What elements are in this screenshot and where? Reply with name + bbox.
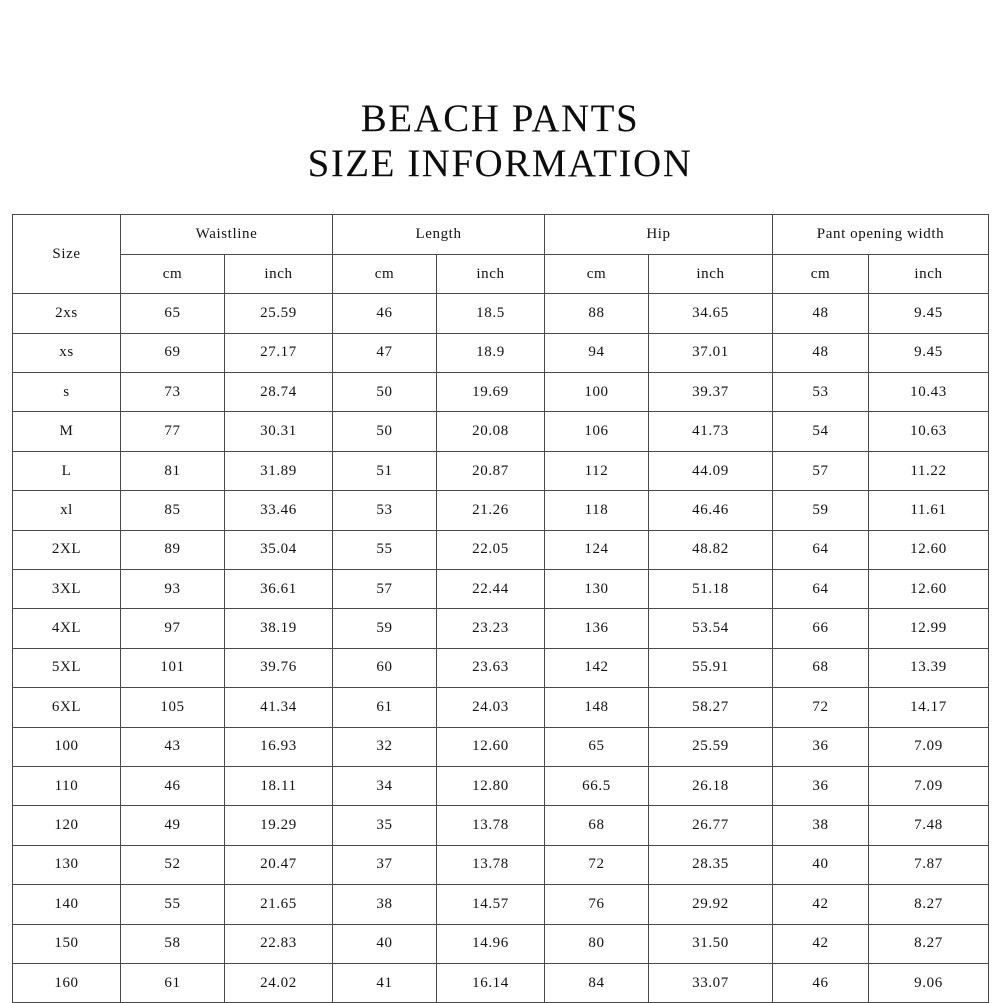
header-length: Length xyxy=(333,215,545,254)
row-cell: 68 xyxy=(545,806,649,845)
row-size-label: xl xyxy=(13,491,121,530)
table-group-header-row xyxy=(13,215,989,254)
table-row xyxy=(13,648,989,687)
row-size-label: 110 xyxy=(13,766,121,805)
row-cell: 9.45 xyxy=(869,294,989,333)
row-cell: 100 xyxy=(545,373,649,412)
row-cell: 58 xyxy=(121,924,225,963)
row-cell: 64 xyxy=(773,530,869,569)
header-hip-inch: inch xyxy=(649,254,773,293)
row-size-label: M xyxy=(13,412,121,451)
row-cell: 53 xyxy=(333,491,437,530)
row-cell: 57 xyxy=(333,569,437,608)
row-cell: 34.65 xyxy=(649,294,773,333)
row-cell: 37.01 xyxy=(649,333,773,372)
table-body xyxy=(13,294,989,1003)
row-cell: 29.92 xyxy=(649,885,773,924)
row-cell: 97 xyxy=(121,609,225,648)
row-cell: 46 xyxy=(121,766,225,805)
row-cell: 14.96 xyxy=(437,924,545,963)
size-table-container xyxy=(0,214,1000,1003)
row-cell: 9.45 xyxy=(869,333,989,372)
table-row xyxy=(13,963,989,1002)
row-size-label: 4XL xyxy=(13,609,121,648)
row-cell: 39.76 xyxy=(225,648,333,687)
header-hip-cm: cm xyxy=(545,254,649,293)
row-cell: 30.31 xyxy=(225,412,333,451)
row-cell: 18.9 xyxy=(437,333,545,372)
row-cell: 61 xyxy=(121,963,225,1002)
row-cell: 51 xyxy=(333,451,437,490)
row-cell: 13.78 xyxy=(437,806,545,845)
row-cell: 89 xyxy=(121,530,225,569)
row-cell: 40 xyxy=(333,924,437,963)
header-waistline-cm: cm xyxy=(121,254,225,293)
row-cell: 35.04 xyxy=(225,530,333,569)
row-cell: 42 xyxy=(773,885,869,924)
row-cell: 26.18 xyxy=(649,766,773,805)
title-line-2: SIZE INFORMATION xyxy=(307,142,693,186)
row-cell: 13.78 xyxy=(437,845,545,884)
row-cell: 38.19 xyxy=(225,609,333,648)
row-cell: 35 xyxy=(333,806,437,845)
row-cell: 77 xyxy=(121,412,225,451)
row-cell: 148 xyxy=(545,688,649,727)
row-cell: 8.27 xyxy=(869,885,989,924)
row-cell: 21.65 xyxy=(225,885,333,924)
row-size-label: 130 xyxy=(13,845,121,884)
table-row xyxy=(13,688,989,727)
row-size-label: s xyxy=(13,373,121,412)
row-cell: 50 xyxy=(333,412,437,451)
row-cell: 130 xyxy=(545,569,649,608)
row-cell: 11.22 xyxy=(869,451,989,490)
header-pant-opening-cm: cm xyxy=(773,254,869,293)
row-cell: 37 xyxy=(333,845,437,884)
row-cell: 18.5 xyxy=(437,294,545,333)
row-size-label: L xyxy=(13,451,121,490)
row-cell: 28.74 xyxy=(225,373,333,412)
row-cell: 32 xyxy=(333,727,437,766)
row-cell: 46.46 xyxy=(649,491,773,530)
row-size-label: 3XL xyxy=(13,569,121,608)
row-cell: 23.23 xyxy=(437,609,545,648)
row-size-label: 6XL xyxy=(13,688,121,727)
row-cell: 40 xyxy=(773,845,869,884)
row-cell: 52 xyxy=(121,845,225,884)
row-cell: 64 xyxy=(773,569,869,608)
row-cell: 65 xyxy=(121,294,225,333)
table-row xyxy=(13,373,989,412)
table-row xyxy=(13,845,989,884)
row-cell: 12.99 xyxy=(869,609,989,648)
row-cell: 41 xyxy=(333,963,437,1002)
row-cell: 101 xyxy=(121,648,225,687)
row-cell: 39.37 xyxy=(649,373,773,412)
row-cell: 66.5 xyxy=(545,766,649,805)
table-row xyxy=(13,609,989,648)
row-cell: 20.08 xyxy=(437,412,545,451)
row-cell: 41.73 xyxy=(649,412,773,451)
table-row xyxy=(13,727,989,766)
row-cell: 50 xyxy=(333,373,437,412)
row-cell: 31.89 xyxy=(225,451,333,490)
row-cell: 22.83 xyxy=(225,924,333,963)
row-cell: 12.60 xyxy=(437,727,545,766)
table-row xyxy=(13,885,989,924)
header-size: Size xyxy=(13,215,121,294)
row-cell: 10.43 xyxy=(869,373,989,412)
title-line-1: BEACH PANTS xyxy=(360,97,640,140)
row-cell: 12.60 xyxy=(869,569,989,608)
row-cell: 58.27 xyxy=(649,688,773,727)
table-row xyxy=(13,491,989,530)
row-cell: 16.14 xyxy=(437,963,545,1002)
table-row xyxy=(13,333,989,372)
row-cell: 24.03 xyxy=(437,688,545,727)
row-size-label: 5XL xyxy=(13,648,121,687)
header-pant-opening-inch: inch xyxy=(869,254,989,293)
row-cell: 72 xyxy=(773,688,869,727)
table-row xyxy=(13,924,989,963)
row-cell: 18.11 xyxy=(225,766,333,805)
row-size-label: 2XL xyxy=(13,530,121,569)
row-cell: 142 xyxy=(545,648,649,687)
row-cell: 11.61 xyxy=(869,491,989,530)
row-cell: 19.29 xyxy=(225,806,333,845)
row-cell: 12.80 xyxy=(437,766,545,805)
header-waistline-inch: inch xyxy=(225,254,333,293)
row-cell: 12.60 xyxy=(869,530,989,569)
row-cell: 66 xyxy=(773,609,869,648)
row-cell: 23.63 xyxy=(437,648,545,687)
row-cell: 55.91 xyxy=(649,648,773,687)
row-cell: 106 xyxy=(545,412,649,451)
row-cell: 47 xyxy=(333,333,437,372)
row-cell: 93 xyxy=(121,569,225,608)
row-cell: 69 xyxy=(121,333,225,372)
row-cell: 20.87 xyxy=(437,451,545,490)
row-size-label: 100 xyxy=(13,727,121,766)
row-cell: 61 xyxy=(333,688,437,727)
row-cell: 48.82 xyxy=(649,530,773,569)
row-cell: 36.61 xyxy=(225,569,333,608)
table-row xyxy=(13,294,989,333)
row-cell: 80 xyxy=(545,924,649,963)
table-head xyxy=(13,215,989,294)
row-size-label: 120 xyxy=(13,806,121,845)
row-cell: 72 xyxy=(545,845,649,884)
table-row xyxy=(13,569,989,608)
row-cell: 34 xyxy=(333,766,437,805)
row-cell: 21.26 xyxy=(437,491,545,530)
table-row xyxy=(13,530,989,569)
row-cell: 49 xyxy=(121,806,225,845)
row-cell: 7.09 xyxy=(869,766,989,805)
row-cell: 7.87 xyxy=(869,845,989,884)
row-cell: 68 xyxy=(773,648,869,687)
row-cell: 65 xyxy=(545,727,649,766)
row-cell: 53.54 xyxy=(649,609,773,648)
row-cell: 81 xyxy=(121,451,225,490)
header-length-inch: inch xyxy=(437,254,545,293)
header-length-cm: cm xyxy=(333,254,437,293)
row-size-label: 2xs xyxy=(13,294,121,333)
row-cell: 46 xyxy=(773,963,869,1002)
row-cell: 33.07 xyxy=(649,963,773,1002)
page-title xyxy=(0,0,1000,186)
table-row xyxy=(13,806,989,845)
row-cell: 46 xyxy=(333,294,437,333)
row-size-label: 140 xyxy=(13,885,121,924)
row-cell: 9.06 xyxy=(869,963,989,1002)
row-cell: 48 xyxy=(773,333,869,372)
row-cell: 26.77 xyxy=(649,806,773,845)
row-cell: 44.09 xyxy=(649,451,773,490)
table-row xyxy=(13,412,989,451)
row-cell: 51.18 xyxy=(649,569,773,608)
row-cell: 41.34 xyxy=(225,688,333,727)
row-cell: 59 xyxy=(333,609,437,648)
row-cell: 136 xyxy=(545,609,649,648)
row-cell: 8.27 xyxy=(869,924,989,963)
row-cell: 38 xyxy=(333,885,437,924)
row-cell: 25.59 xyxy=(649,727,773,766)
row-cell: 19.69 xyxy=(437,373,545,412)
row-cell: 42 xyxy=(773,924,869,963)
row-size-label: 160 xyxy=(13,963,121,1002)
table-unit-header-row xyxy=(13,254,989,293)
row-cell: 112 xyxy=(545,451,649,490)
row-cell: 59 xyxy=(773,491,869,530)
row-cell: 43 xyxy=(121,727,225,766)
row-cell: 10.63 xyxy=(869,412,989,451)
row-cell: 55 xyxy=(333,530,437,569)
row-cell: 94 xyxy=(545,333,649,372)
row-cell: 57 xyxy=(773,451,869,490)
row-cell: 36 xyxy=(773,727,869,766)
row-cell: 14.17 xyxy=(869,688,989,727)
table-row xyxy=(13,766,989,805)
row-cell: 60 xyxy=(333,648,437,687)
row-cell: 76 xyxy=(545,885,649,924)
row-cell: 27.17 xyxy=(225,333,333,372)
row-cell: 88 xyxy=(545,294,649,333)
row-cell: 7.48 xyxy=(869,806,989,845)
row-cell: 118 xyxy=(545,491,649,530)
row-cell: 105 xyxy=(121,688,225,727)
row-cell: 31.50 xyxy=(649,924,773,963)
row-cell: 55 xyxy=(121,885,225,924)
row-cell: 73 xyxy=(121,373,225,412)
row-cell: 7.09 xyxy=(869,727,989,766)
row-cell: 124 xyxy=(545,530,649,569)
table-row xyxy=(13,451,989,490)
row-cell: 16.93 xyxy=(225,727,333,766)
header-hip: Hip xyxy=(545,215,773,254)
row-cell: 20.47 xyxy=(225,845,333,884)
size-information-table xyxy=(12,214,989,1003)
row-cell: 28.35 xyxy=(649,845,773,884)
header-pant-opening-width: Pant opening width xyxy=(773,215,989,254)
row-cell: 38 xyxy=(773,806,869,845)
row-cell: 48 xyxy=(773,294,869,333)
row-cell: 85 xyxy=(121,491,225,530)
row-cell: 53 xyxy=(773,373,869,412)
row-size-label: 150 xyxy=(13,924,121,963)
row-cell: 54 xyxy=(773,412,869,451)
row-cell: 14.57 xyxy=(437,885,545,924)
header-waistline: Waistline xyxy=(121,215,333,254)
row-cell: 22.44 xyxy=(437,569,545,608)
row-cell: 36 xyxy=(773,766,869,805)
row-size-label: xs xyxy=(13,333,121,372)
row-cell: 25.59 xyxy=(225,294,333,333)
row-cell: 22.05 xyxy=(437,530,545,569)
row-cell: 33.46 xyxy=(225,491,333,530)
row-cell: 24.02 xyxy=(225,963,333,1002)
row-cell: 13.39 xyxy=(869,648,989,687)
row-cell: 84 xyxy=(545,963,649,1002)
